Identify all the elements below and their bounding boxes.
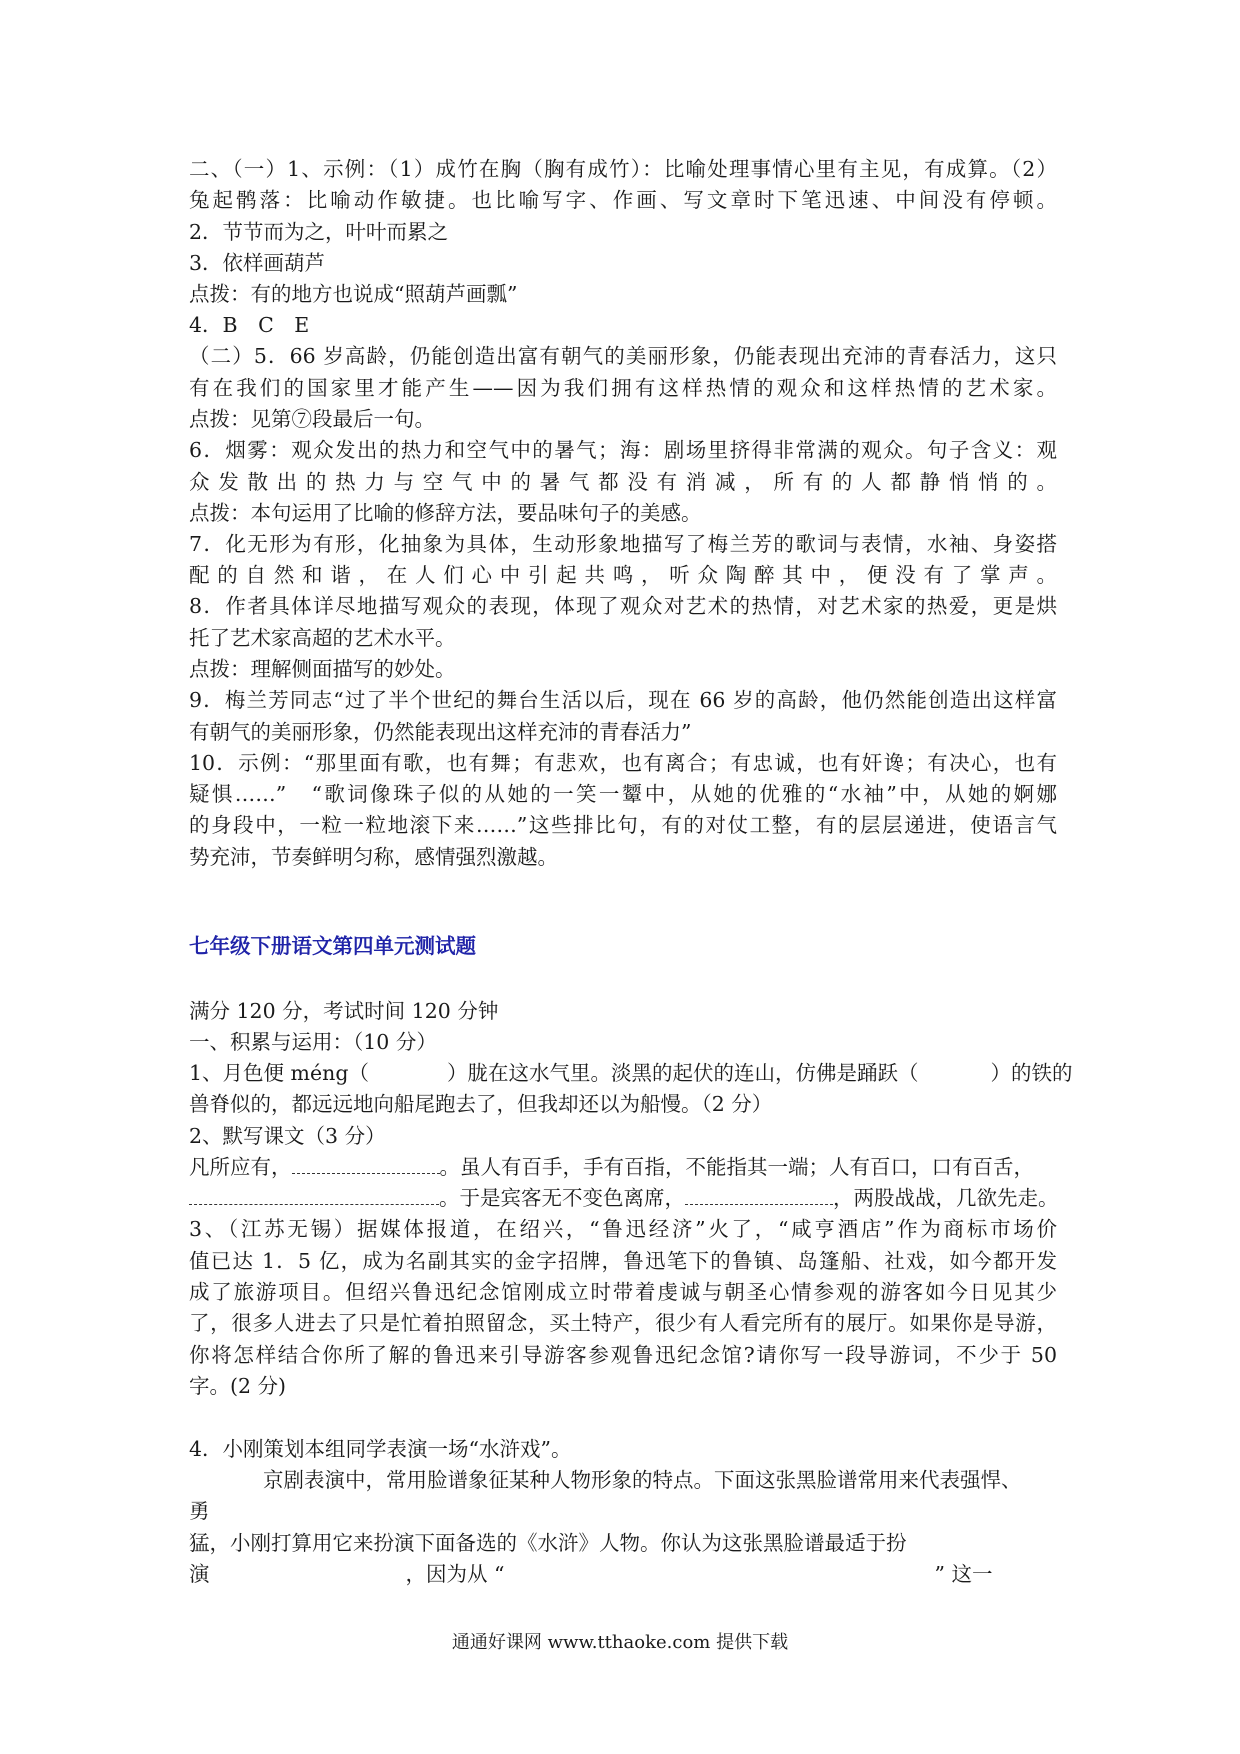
answer-line: 点拨：见第⑦段最后一句。 xyxy=(189,407,435,431)
answer-line: 托了艺术家高超的艺术水平。 xyxy=(189,626,456,650)
q1-text-c: ）的铁的 xyxy=(990,1061,1073,1085)
question-3-line: 3、（江苏无锡）据媒体报道，在绍兴，“鲁迅经济”火了，“咸亨酒店”作为商标市场价 xyxy=(189,1217,1057,1241)
answer-line: 9．梅兰芳同志“过了半个世纪的舞台生活以后，现在 66 岁的高龄，他仍然能创造出这样富 xyxy=(189,688,1057,712)
question-3-line: 了，很多人进去了只是忙着拍照留念，买土特产，很少有人看完所有的展厅。如果你是导游， xyxy=(189,1311,1057,1335)
question-2-line-2 xyxy=(189,1186,1057,1210)
answer-line: 点拨：有的地方也说成“照葫芦画瓢” xyxy=(189,282,518,306)
question-3-line: 字。(2 分) xyxy=(189,1374,287,1398)
question-4-line-3: 勇 xyxy=(189,1499,210,1523)
question-4-line-1: 4．小刚策划本组同学表演一场“水浒戏”。 xyxy=(189,1437,572,1461)
question-4-line-2: 京剧表演中，常用脸谱象征某种人物形象的特点。下面这张黑脸谱常用来代表强悍、 xyxy=(263,1468,1022,1492)
answer-line: 疑惧……” “歌词像珠子似的从她的一笑一颦中，从她的优雅的“水袖”中，从她的婀娜 xyxy=(189,782,1057,806)
answer-line: 4．B C E xyxy=(189,313,310,337)
page-footer: 通通好课网 www.tthaoke.com 提供下载 xyxy=(451,1632,789,1653)
q2-text-c: 。于是宾客无不变色离席， xyxy=(439,1186,685,1210)
q4-text-a: 演 xyxy=(189,1562,210,1586)
question-1-line-2: 兽脊似的，都远远地向船尾跑去了，但我却还以为船慢。（2 分） xyxy=(189,1092,773,1116)
q4-text-c: ” 这一 xyxy=(934,1562,993,1586)
answer-line: 配的自然和谐，在人们心中引起共鸣，听众陶醉其中，便没有了掌声。 xyxy=(189,563,1057,587)
answer-line: 二、（一）1、示例：（1）成竹在胸（胸有成竹）：比喻处理事情心里有主见，有成算。（2） xyxy=(189,157,1057,181)
q1-text-b: ）胧在这水气里。淡黑的起伏的连山，仿佛是踊跃（ xyxy=(446,1061,919,1085)
answer-line: 的身段中，一粒一粒地滚下来……”这些排比句，有的对仗工整，有的层层递进，使语言气 xyxy=(189,813,1057,837)
answer-line: 众发散出的热力与空气中的暑气都没有消减，所有的人都静悄悄的。 xyxy=(189,470,1057,494)
answer-line: 兔起鹘落：比喻动作敏捷。也比喻写字、作画、写文章时下笔迅速、中间没有停顿。 xyxy=(189,188,1057,212)
q1-text-a: 1、月色便 méng（ xyxy=(189,1061,369,1085)
answer-line: 6．烟雾：观众发出的热力和空气中的暑气；海：剧场里挤得非常满的观众。句子含义：观 xyxy=(189,438,1057,462)
answer-line: 点拨：本句运用了比喻的修辞方法，要品味句子的美感。 xyxy=(189,501,702,525)
answer-line: 点拨：理解侧面描写的妙处。 xyxy=(189,657,456,681)
question-2-line-1 xyxy=(189,1155,1057,1179)
answer-line: 7．化无形为有形，化抽象为具体，生动形象地描写了梅兰芳的歌词与表情，水袖、身姿搭 xyxy=(189,532,1057,556)
answer-line: （二）5．66 岁高龄，仍能创造出富有朝气的美丽形象，仍能表现出充沛的青春活力，这只 xyxy=(189,344,1057,368)
section-heading: 一、积累与运用：（10 分） xyxy=(189,1030,437,1054)
answer-line: 2．节节而为之，叶叶而累之 xyxy=(189,220,449,244)
question-4-line-5 xyxy=(189,1562,1057,1586)
q2-text-b: 。虽人有百手，手有百指，不能指其一端；人有百口，口有百舌， xyxy=(439,1155,1034,1179)
question-3-line: 值已达 1．5 亿，成为名副其实的金字招牌，鲁迅笔下的鲁镇、岛篷船、社戏，如今都开发 xyxy=(189,1249,1057,1273)
score-time-line: 满分 120 分，考试时间 120 分钟 xyxy=(189,999,499,1023)
answer-line: 有在我们的国家里才能产生——因为我们拥有这样热情的观众和这样热情的艺术家。 xyxy=(189,376,1057,400)
question-1-line-1 xyxy=(189,1061,1073,1085)
q2-fill-blank-3[interactable] xyxy=(685,1188,833,1205)
q2-text-a: 凡所应有， xyxy=(189,1155,292,1179)
answer-line: 10．示例：“那里面有歌，也有舞；有悲欢，也有离合；有忠诚，也有奸谗；有决心，也有 xyxy=(189,751,1057,775)
answer-line: 3．依样画葫芦 xyxy=(189,251,326,275)
q2-fill-blank-1[interactable] xyxy=(292,1157,440,1174)
question-4-line-4: 猛，小刚打算用它来扮演下面备选的《水浒》人物。你认为这张黑脸谱最适于扮 xyxy=(189,1531,907,1555)
q4-text-b: ，因为从 “ xyxy=(405,1562,505,1586)
test-title: 七年级下册语文第四单元测试题 xyxy=(189,934,476,958)
answer-line: 有朝气的美丽形象，仍然能表现出这样充沛的青春活力” xyxy=(189,720,692,744)
question-2-heading: 2、默写课文（3 分） xyxy=(189,1124,386,1148)
answer-line: 8．作者具体详尽地描写观众的表现，体现了观众对艺术的热情，对艺术家的热爱，更是烘 xyxy=(189,594,1057,618)
answer-line: 势充沛，节奏鲜明匀称，感情强烈激越。 xyxy=(189,845,558,869)
q2-text-d: ，两股战战，几欲先走。 xyxy=(833,1186,1059,1210)
question-3-line: 成了旅游项目。但绍兴鲁迅纪念馆刚成立时带着虔诚与朝圣心情参观的游客如今日见其少 xyxy=(189,1280,1057,1304)
question-3-line: 你将怎样结合你所了解的鲁迅来引导游客参观鲁迅纪念馆?请你写一段导游词，不少于 50 xyxy=(189,1343,1057,1367)
q2-fill-blank-2[interactable] xyxy=(189,1188,439,1205)
